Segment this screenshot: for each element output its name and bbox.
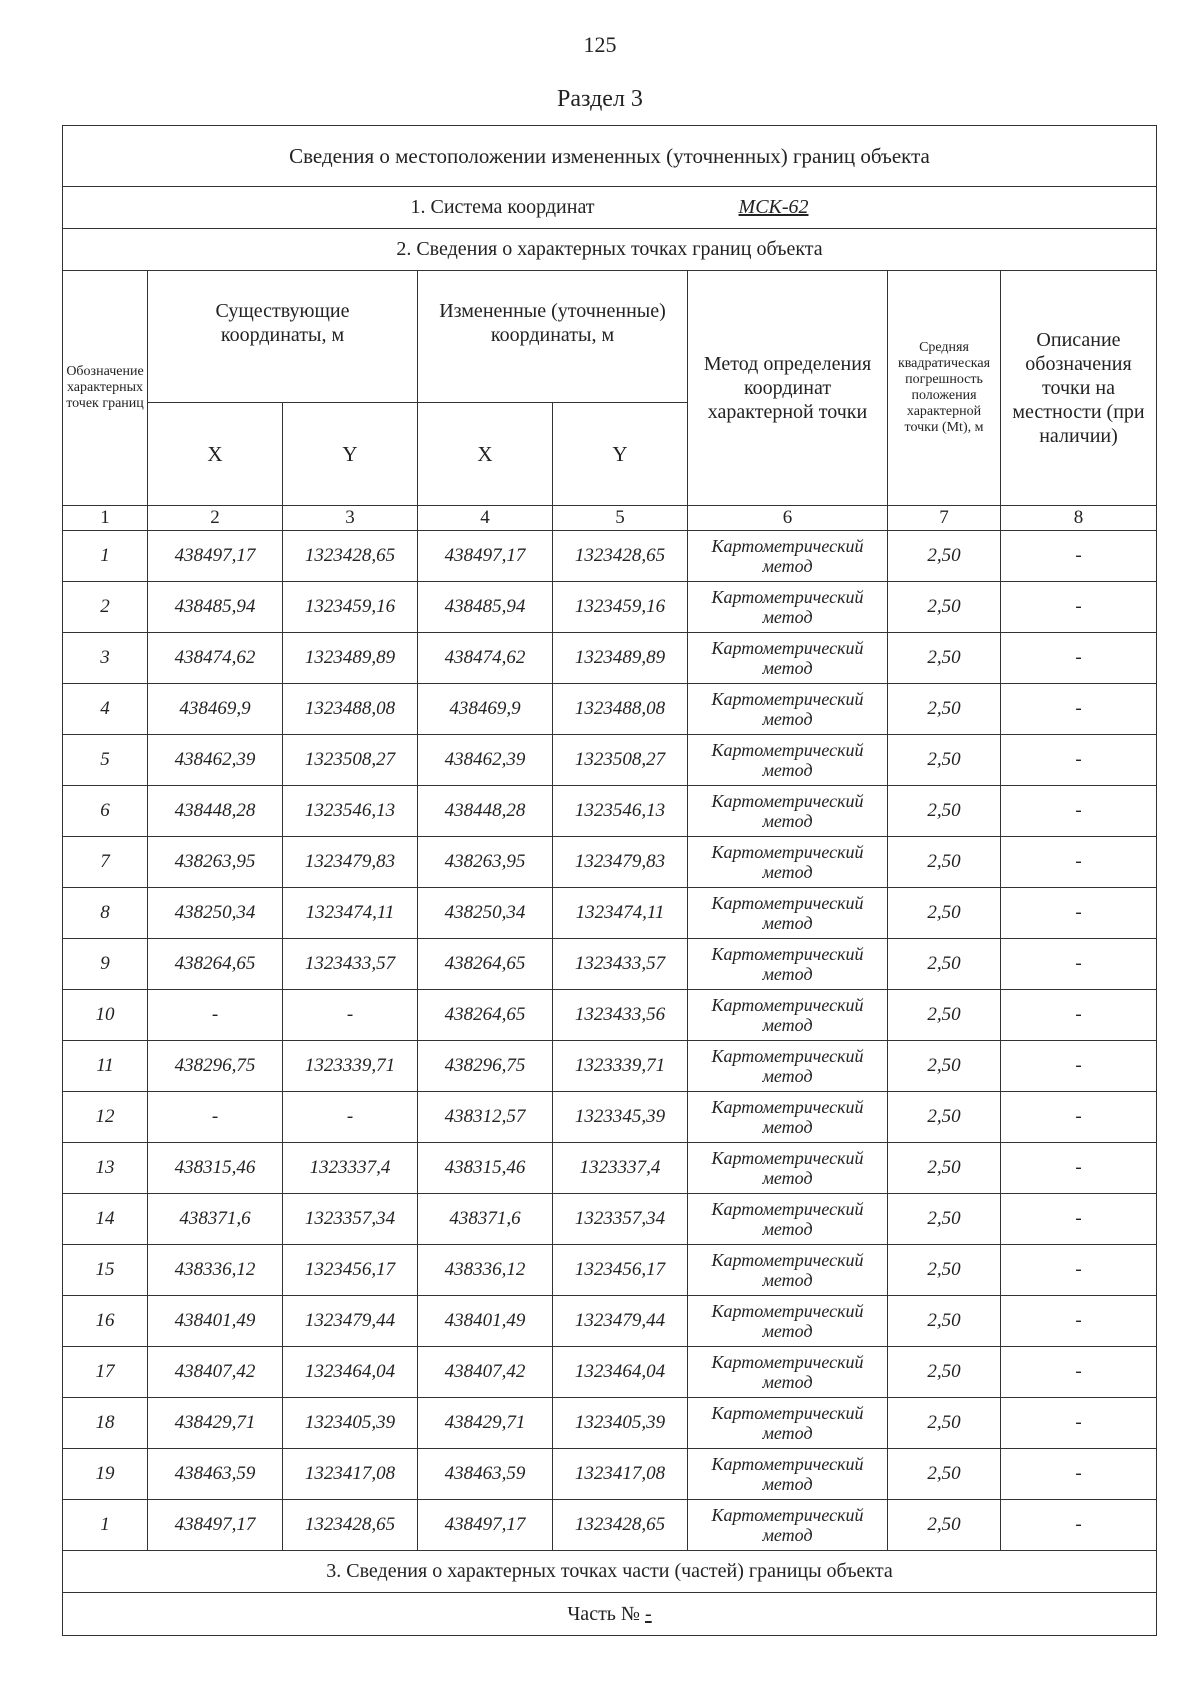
cell-point-id: 18 [63, 1398, 148, 1449]
table-row [63, 1449, 1157, 1500]
cell-changed-y: 1323508,27 [553, 735, 688, 786]
cell-error: 2,50 [888, 1245, 1001, 1296]
cell-changed-y: 1323405,39 [553, 1398, 688, 1449]
cell-method: Картометрический метод [688, 888, 888, 939]
cell-error: 2,50 [888, 990, 1001, 1041]
cell-changed-y: 1323337,4 [553, 1143, 688, 1194]
cell-existing-y: 1323339,71 [283, 1041, 418, 1092]
table-row [63, 1245, 1157, 1296]
cell-error: 2,50 [888, 1296, 1001, 1347]
cell-changed-x: 438463,59 [418, 1449, 553, 1500]
cell-point-id: 15 [63, 1245, 148, 1296]
cell-existing-x: 438336,12 [148, 1245, 283, 1296]
cell-method: Картометрический метод [688, 684, 888, 735]
cell-error: 2,50 [888, 1449, 1001, 1500]
cell-method: Картометрический метод [688, 735, 888, 786]
cell-changed-x: 438264,65 [418, 990, 553, 1041]
table-row [63, 1500, 1157, 1551]
cell-changed-y: 1323489,89 [553, 633, 688, 684]
cell-existing-x: 438485,94 [148, 582, 283, 633]
cell-existing-x: 438401,49 [148, 1296, 283, 1347]
cell-error: 2,50 [888, 684, 1001, 735]
cell-point-id: 17 [63, 1347, 148, 1398]
cell-error: 2,50 [888, 1092, 1001, 1143]
points-title: 2. Сведения о характерных точках границ объекта [63, 229, 1157, 271]
cell-error: 2,50 [888, 1398, 1001, 1449]
table-row [63, 1398, 1157, 1449]
cell-description: - [1001, 939, 1157, 990]
table-row [63, 1194, 1157, 1245]
table-row [63, 633, 1157, 684]
cell-changed-x: 438407,42 [418, 1347, 553, 1398]
cell-description: - [1001, 1194, 1157, 1245]
column-number: 1 [63, 506, 148, 531]
cell-changed-x: 438474,62 [418, 633, 553, 684]
cell-existing-y: - [283, 990, 418, 1041]
cell-existing-x: - [148, 1092, 283, 1143]
cell-changed-x: 438462,39 [418, 735, 553, 786]
cell-existing-x: - [148, 990, 283, 1041]
cell-error: 2,50 [888, 633, 1001, 684]
cell-existing-y: 1323464,04 [283, 1347, 418, 1398]
cell-error: 2,50 [888, 1347, 1001, 1398]
header-point-designation: Обозначение характерных точек границ [63, 271, 148, 506]
cell-existing-y: 1323488,08 [283, 684, 418, 735]
cell-method: Картометрический метод [688, 1398, 888, 1449]
column-number: 2 [148, 506, 283, 531]
cell-existing-x: 438264,65 [148, 939, 283, 990]
parts-title: 3. Сведения о характерных точках части (частей) границы объекта [63, 1551, 1157, 1593]
header-method: Метод определения координат характерной точки [688, 271, 888, 506]
cell-changed-y: 1323479,83 [553, 837, 688, 888]
coord-system-row [63, 187, 1157, 229]
cell-changed-y: 1323433,57 [553, 939, 688, 990]
cell-existing-y: 1323479,83 [283, 837, 418, 888]
cell-point-id: 14 [63, 1194, 148, 1245]
cell-existing-y: 1323337,4 [283, 1143, 418, 1194]
cell-description: - [1001, 786, 1157, 837]
cell-method: Картометрический метод [688, 1143, 888, 1194]
cell-description: - [1001, 990, 1157, 1041]
cell-changed-x: 438263,95 [418, 837, 553, 888]
cell-changed-y: 1323464,04 [553, 1347, 688, 1398]
cell-description: - [1001, 1041, 1157, 1092]
cell-existing-x: 438315,46 [148, 1143, 283, 1194]
cell-existing-x: 438371,6 [148, 1194, 283, 1245]
part-label: Часть № [567, 1602, 641, 1625]
cell-error: 2,50 [888, 1143, 1001, 1194]
cell-existing-y: 1323357,34 [283, 1194, 418, 1245]
cell-existing-x: 438497,17 [148, 531, 283, 582]
cell-description: - [1001, 1449, 1157, 1500]
header-changed-x: X [418, 403, 553, 506]
cell-existing-x: 438407,42 [148, 1347, 283, 1398]
part-row [63, 1593, 1157, 1636]
cell-description: - [1001, 1347, 1157, 1398]
table-row [63, 531, 1157, 582]
cell-changed-y: 1323479,44 [553, 1296, 688, 1347]
column-number: 4 [418, 506, 553, 531]
cell-existing-y: 1323428,65 [283, 1500, 418, 1551]
column-number: 5 [553, 506, 688, 531]
cell-existing-x: 438296,75 [148, 1041, 283, 1092]
cell-method: Картометрический метод [688, 531, 888, 582]
table-row [63, 1041, 1157, 1092]
cell-changed-x: 438497,17 [418, 1500, 553, 1551]
cell-error: 2,50 [888, 1041, 1001, 1092]
cell-existing-x: 438469,9 [148, 684, 283, 735]
cell-description: - [1001, 1143, 1157, 1194]
cell-error: 2,50 [888, 1500, 1001, 1551]
cell-error: 2,50 [888, 837, 1001, 888]
cell-point-id: 8 [63, 888, 148, 939]
section-title: Раздел 3 [557, 86, 643, 112]
cell-existing-y: 1323456,17 [283, 1245, 418, 1296]
cell-method: Картометрический метод [688, 939, 888, 990]
table-row [63, 582, 1157, 633]
coord-system-value: МСК-62 [738, 196, 809, 218]
cell-point-id: 11 [63, 1041, 148, 1092]
cell-method: Картометрический метод [688, 1296, 888, 1347]
cell-existing-y: 1323417,08 [283, 1449, 418, 1500]
cell-changed-x: 438401,49 [418, 1296, 553, 1347]
cell-error: 2,50 [888, 1194, 1001, 1245]
cell-description: - [1001, 633, 1157, 684]
cell-description: - [1001, 1092, 1157, 1143]
cell-error: 2,50 [888, 786, 1001, 837]
cell-changed-x: 438371,6 [418, 1194, 553, 1245]
cell-method: Картометрический метод [688, 1041, 888, 1092]
cell-method: Картометрический метод [688, 786, 888, 837]
cell-method: Картометрический метод [688, 582, 888, 633]
cell-point-id: 4 [63, 684, 148, 735]
cell-description: - [1001, 582, 1157, 633]
cell-description: - [1001, 888, 1157, 939]
header-changed-y: Y [553, 403, 688, 506]
table-title: Сведения о местоположении измененных (уточненных) границ объекта [63, 126, 1157, 187]
cell-changed-y: 1323357,34 [553, 1194, 688, 1245]
cell-method: Картометрический метод [688, 990, 888, 1041]
cell-existing-y: 1323489,89 [283, 633, 418, 684]
column-number: 6 [688, 506, 888, 531]
cell-description: - [1001, 1245, 1157, 1296]
part-value: - [645, 1602, 652, 1625]
cell-point-id: 16 [63, 1296, 148, 1347]
cell-changed-y: 1323345,39 [553, 1092, 688, 1143]
cell-changed-y: 1323428,65 [553, 1500, 688, 1551]
cell-changed-x: 438312,57 [418, 1092, 553, 1143]
cell-changed-y: 1323417,08 [553, 1449, 688, 1500]
cell-description: - [1001, 1296, 1157, 1347]
column-number: 7 [888, 506, 1001, 531]
table-row [63, 1143, 1157, 1194]
cell-existing-y: 1323428,65 [283, 531, 418, 582]
cell-method: Картометрический метод [688, 1092, 888, 1143]
cell-changed-x: 438296,75 [418, 1041, 553, 1092]
cell-changed-x: 438315,46 [418, 1143, 553, 1194]
column-numbers-row [63, 506, 1157, 531]
cell-description: - [1001, 531, 1157, 582]
cell-description: - [1001, 1398, 1157, 1449]
table-row [63, 990, 1157, 1041]
table-row [63, 786, 1157, 837]
cell-point-id: 9 [63, 939, 148, 990]
column-number: 8 [1001, 506, 1157, 531]
cell-changed-y: 1323456,17 [553, 1245, 688, 1296]
table-row [63, 1296, 1157, 1347]
header-changed-coords: Измененные (уточненные) координаты, м [418, 271, 688, 403]
cell-method: Картометрический метод [688, 837, 888, 888]
cell-point-id: 1 [63, 531, 148, 582]
table-row [63, 684, 1157, 735]
cell-changed-x: 438448,28 [418, 786, 553, 837]
header-error: Средняя квадратическая погрешность положения характерной точки (Mt), м [888, 271, 1001, 506]
cell-existing-x: 438448,28 [148, 786, 283, 837]
cell-description: - [1001, 837, 1157, 888]
cell-existing-x: 438429,71 [148, 1398, 283, 1449]
cell-changed-x: 438469,9 [418, 684, 553, 735]
column-number: 3 [283, 506, 418, 531]
boundary-table [62, 125, 1157, 1636]
cell-error: 2,50 [888, 582, 1001, 633]
cell-point-id: 13 [63, 1143, 148, 1194]
cell-changed-x: 438497,17 [418, 531, 553, 582]
cell-changed-x: 438429,71 [418, 1398, 553, 1449]
table-row [63, 735, 1157, 786]
cell-changed-x: 438336,12 [418, 1245, 553, 1296]
cell-existing-x: 438497,17 [148, 1500, 283, 1551]
cell-changed-y: 1323488,08 [553, 684, 688, 735]
header-existing-x: X [148, 403, 283, 506]
cell-point-id: 3 [63, 633, 148, 684]
header-existing-y: Y [283, 403, 418, 506]
cell-existing-y: 1323405,39 [283, 1398, 418, 1449]
cell-existing-y: 1323479,44 [283, 1296, 418, 1347]
cell-existing-y: 1323546,13 [283, 786, 418, 837]
cell-existing-y: 1323474,11 [283, 888, 418, 939]
cell-existing-y: 1323459,16 [283, 582, 418, 633]
cell-point-id: 12 [63, 1092, 148, 1143]
table-row [63, 939, 1157, 990]
table-row [63, 888, 1157, 939]
cell-point-id: 5 [63, 735, 148, 786]
header-existing-coords: Существующие координаты, м [148, 271, 418, 403]
cell-error: 2,50 [888, 888, 1001, 939]
cell-existing-y: 1323508,27 [283, 735, 418, 786]
cell-existing-x: 438250,34 [148, 888, 283, 939]
cell-description: - [1001, 684, 1157, 735]
table-row [63, 1092, 1157, 1143]
cell-existing-x: 438462,39 [148, 735, 283, 786]
cell-changed-y: 1323428,65 [553, 531, 688, 582]
cell-description: - [1001, 1500, 1157, 1551]
cell-existing-x: 438263,95 [148, 837, 283, 888]
page-number: 125 [583, 32, 617, 57]
cell-changed-y: 1323474,11 [553, 888, 688, 939]
cell-error: 2,50 [888, 735, 1001, 786]
cell-existing-y: 1323433,57 [283, 939, 418, 990]
cell-point-id: 6 [63, 786, 148, 837]
cell-existing-x: 438463,59 [148, 1449, 283, 1500]
cell-changed-x: 438264,65 [418, 939, 553, 990]
cell-method: Картометрический метод [688, 1347, 888, 1398]
cell-method: Картометрический метод [688, 1245, 888, 1296]
cell-error: 2,50 [888, 939, 1001, 990]
coord-system-label: 1. Система координат [410, 196, 595, 218]
cell-method: Картометрический метод [688, 1449, 888, 1500]
cell-changed-y: 1323546,13 [553, 786, 688, 837]
cell-point-id: 1 [63, 1500, 148, 1551]
cell-changed-y: 1323459,16 [553, 582, 688, 633]
cell-error: 2,50 [888, 531, 1001, 582]
cell-existing-x: 438474,62 [148, 633, 283, 684]
cell-method: Картометрический метод [688, 633, 888, 684]
cell-existing-y: - [283, 1092, 418, 1143]
cell-point-id: 2 [63, 582, 148, 633]
cell-changed-y: 1323433,56 [553, 990, 688, 1041]
cell-point-id: 10 [63, 990, 148, 1041]
cell-changed-y: 1323339,71 [553, 1041, 688, 1092]
cell-changed-x: 438485,94 [418, 582, 553, 633]
header-description: Описание обозначения точки на местности (при наличии) [1001, 271, 1157, 506]
cell-point-id: 19 [63, 1449, 148, 1500]
cell-changed-x: 438250,34 [418, 888, 553, 939]
cell-description: - [1001, 735, 1157, 786]
cell-method: Картометрический метод [688, 1500, 888, 1551]
table-row [63, 837, 1157, 888]
cell-point-id: 7 [63, 837, 148, 888]
cell-method: Картометрический метод [688, 1194, 888, 1245]
table-row [63, 1347, 1157, 1398]
